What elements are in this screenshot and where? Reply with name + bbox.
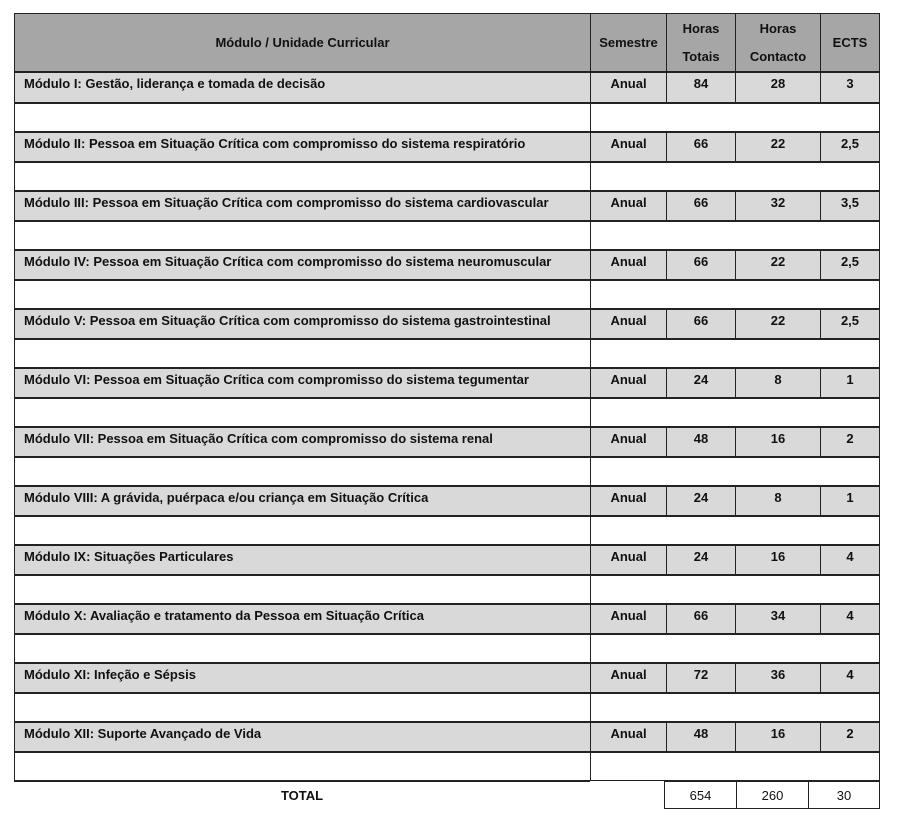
module-row	[14, 191, 880, 221]
header-contact-hours-line1: Horas	[759, 20, 797, 36]
module-name: Módulo I: Gestão, liderança e tomada de decisão	[14, 72, 591, 103]
curriculum-table	[14, 13, 880, 809]
spacer-cell	[590, 516, 880, 545]
spacer-cell	[14, 162, 591, 191]
module-total-hours: 66	[666, 132, 736, 162]
spacer-cell	[590, 457, 880, 486]
module-contact-hours: 16	[735, 722, 821, 752]
module-contact-hours: 28	[735, 72, 821, 103]
module-row	[14, 309, 880, 339]
module-ects: 2	[820, 722, 880, 752]
module-name: Módulo IX: Situações Particulares	[14, 545, 591, 575]
module-contact-hours: 22	[735, 309, 821, 339]
module-name: Módulo IV: Pessoa em Situação Crítica com compromisso do sistema neuromuscular	[14, 250, 591, 280]
spacer-cell	[590, 339, 880, 368]
spacer-cell	[14, 103, 591, 132]
module-row	[14, 72, 880, 103]
header-semester	[590, 13, 667, 72]
spacer-cell	[590, 103, 880, 132]
module-contact-hours: 8	[735, 486, 821, 516]
module-semester: Anual	[590, 368, 667, 398]
spacer-row	[14, 457, 880, 486]
header-ects-label: ECTS	[832, 34, 868, 50]
totals-total-hours: 654	[664, 781, 737, 809]
spacer-row	[14, 221, 880, 250]
spacer-row	[14, 752, 880, 781]
totals-label: TOTAL	[14, 781, 590, 809]
module-name: Módulo X: Avaliação e tratamento da Pessoa em Situação Crítica	[14, 604, 591, 634]
table-header	[14, 13, 880, 72]
module-row	[14, 250, 880, 280]
module-semester: Anual	[590, 191, 667, 221]
module-semester: Anual	[590, 250, 667, 280]
header-module	[14, 13, 591, 72]
module-semester: Anual	[590, 722, 667, 752]
module-name: Módulo VII: Pessoa em Situação Crítica com compromisso do sistema renal	[14, 427, 591, 457]
spacer-row	[14, 398, 880, 427]
module-row	[14, 132, 880, 162]
module-name: Módulo XI: Infeção e Sépsis	[14, 663, 591, 693]
spacer-row	[14, 634, 880, 663]
module-contact-hours: 22	[735, 250, 821, 280]
module-row	[14, 427, 880, 457]
spacer-row	[14, 162, 880, 191]
module-ects: 4	[820, 604, 880, 634]
module-row	[14, 486, 880, 516]
header-total-hours	[666, 13, 736, 72]
module-contact-hours: 32	[735, 191, 821, 221]
module-total-hours: 48	[666, 427, 736, 457]
module-ects: 3	[820, 72, 880, 103]
module-total-hours: 66	[666, 309, 736, 339]
header-semester-label: Semestre	[599, 34, 658, 50]
module-total-hours: 84	[666, 72, 736, 103]
totals-row	[14, 781, 880, 809]
module-ects: 4	[820, 663, 880, 693]
spacer-cell	[590, 752, 880, 781]
spacer-row	[14, 339, 880, 368]
module-row	[14, 722, 880, 752]
spacer-row	[14, 516, 880, 545]
spacer-cell	[14, 339, 591, 368]
spacer-cell	[14, 693, 591, 722]
spacer-cell	[590, 634, 880, 663]
spacer-cell	[14, 280, 591, 309]
module-contact-hours: 34	[735, 604, 821, 634]
module-total-hours: 72	[666, 663, 736, 693]
module-total-hours: 66	[666, 250, 736, 280]
module-total-hours: 24	[666, 368, 736, 398]
module-name: Módulo VI: Pessoa em Situação Crítica com compromisso do sistema tegumentar	[14, 368, 591, 398]
module-row	[14, 545, 880, 575]
module-name: Módulo XII: Suporte Avançado de Vida	[14, 722, 591, 752]
spacer-cell	[590, 398, 880, 427]
spacer-cell	[14, 634, 591, 663]
module-total-hours: 24	[666, 545, 736, 575]
header-module-label: Módulo / Unidade Curricular	[215, 34, 390, 50]
module-total-hours: 66	[666, 191, 736, 221]
module-ects: 2,5	[820, 250, 880, 280]
module-name: Módulo V: Pessoa em Situação Crítica com compromisso do sistema gastrointestinal	[14, 309, 591, 339]
module-semester: Anual	[590, 545, 667, 575]
spacer-row	[14, 103, 880, 132]
module-name: Módulo II: Pessoa em Situação Crítica com compromisso do sistema respiratório	[14, 132, 591, 162]
module-contact-hours: 16	[735, 545, 821, 575]
header-total-hours-line2: Totais	[682, 48, 720, 64]
module-total-hours: 24	[666, 486, 736, 516]
spacer-cell	[14, 457, 591, 486]
module-contact-hours: 36	[735, 663, 821, 693]
header-contact-hours	[735, 13, 821, 72]
module-contact-hours: 22	[735, 132, 821, 162]
header-contact-hours-line2: Contacto	[749, 48, 807, 64]
module-row	[14, 604, 880, 634]
totals-contact-hours: 260	[736, 781, 809, 809]
module-semester: Anual	[590, 663, 667, 693]
module-contact-hours: 16	[735, 427, 821, 457]
spacer-cell	[14, 398, 591, 427]
spacer-row	[14, 693, 880, 722]
module-row	[14, 368, 880, 398]
module-semester: Anual	[590, 604, 667, 634]
module-ects: 3,5	[820, 191, 880, 221]
module-ects: 2,5	[820, 132, 880, 162]
spacer-row	[14, 575, 880, 604]
module-ects: 1	[820, 368, 880, 398]
module-total-hours: 48	[666, 722, 736, 752]
module-semester: Anual	[590, 309, 667, 339]
spacer-cell	[590, 162, 880, 191]
module-row	[14, 663, 880, 693]
module-ects: 1	[820, 486, 880, 516]
spacer-cell	[14, 752, 591, 781]
spacer-cell	[590, 280, 880, 309]
module-name: Módulo VIII: A grávida, puérpaca e/ou criança em Situação Crítica	[14, 486, 591, 516]
module-semester: Anual	[590, 132, 667, 162]
spacer-cell	[14, 221, 591, 250]
module-total-hours: 66	[666, 604, 736, 634]
header-ects	[820, 13, 880, 72]
module-semester: Anual	[590, 486, 667, 516]
module-semester: Anual	[590, 427, 667, 457]
module-ects: 2	[820, 427, 880, 457]
header-total-hours-line1: Horas	[682, 20, 720, 36]
totals-ects: 30	[808, 781, 880, 809]
spacer-cell	[14, 516, 591, 545]
module-semester: Anual	[590, 72, 667, 103]
spacer-cell	[14, 575, 591, 604]
spacer-cell	[590, 221, 880, 250]
spacer-cell	[590, 575, 880, 604]
spacer-cell	[590, 693, 880, 722]
spacer-row	[14, 280, 880, 309]
module-name: Módulo III: Pessoa em Situação Crítica com compromisso do sistema cardiovascular	[14, 191, 591, 221]
module-ects: 4	[820, 545, 880, 575]
module-contact-hours: 8	[735, 368, 821, 398]
module-ects: 2,5	[820, 309, 880, 339]
